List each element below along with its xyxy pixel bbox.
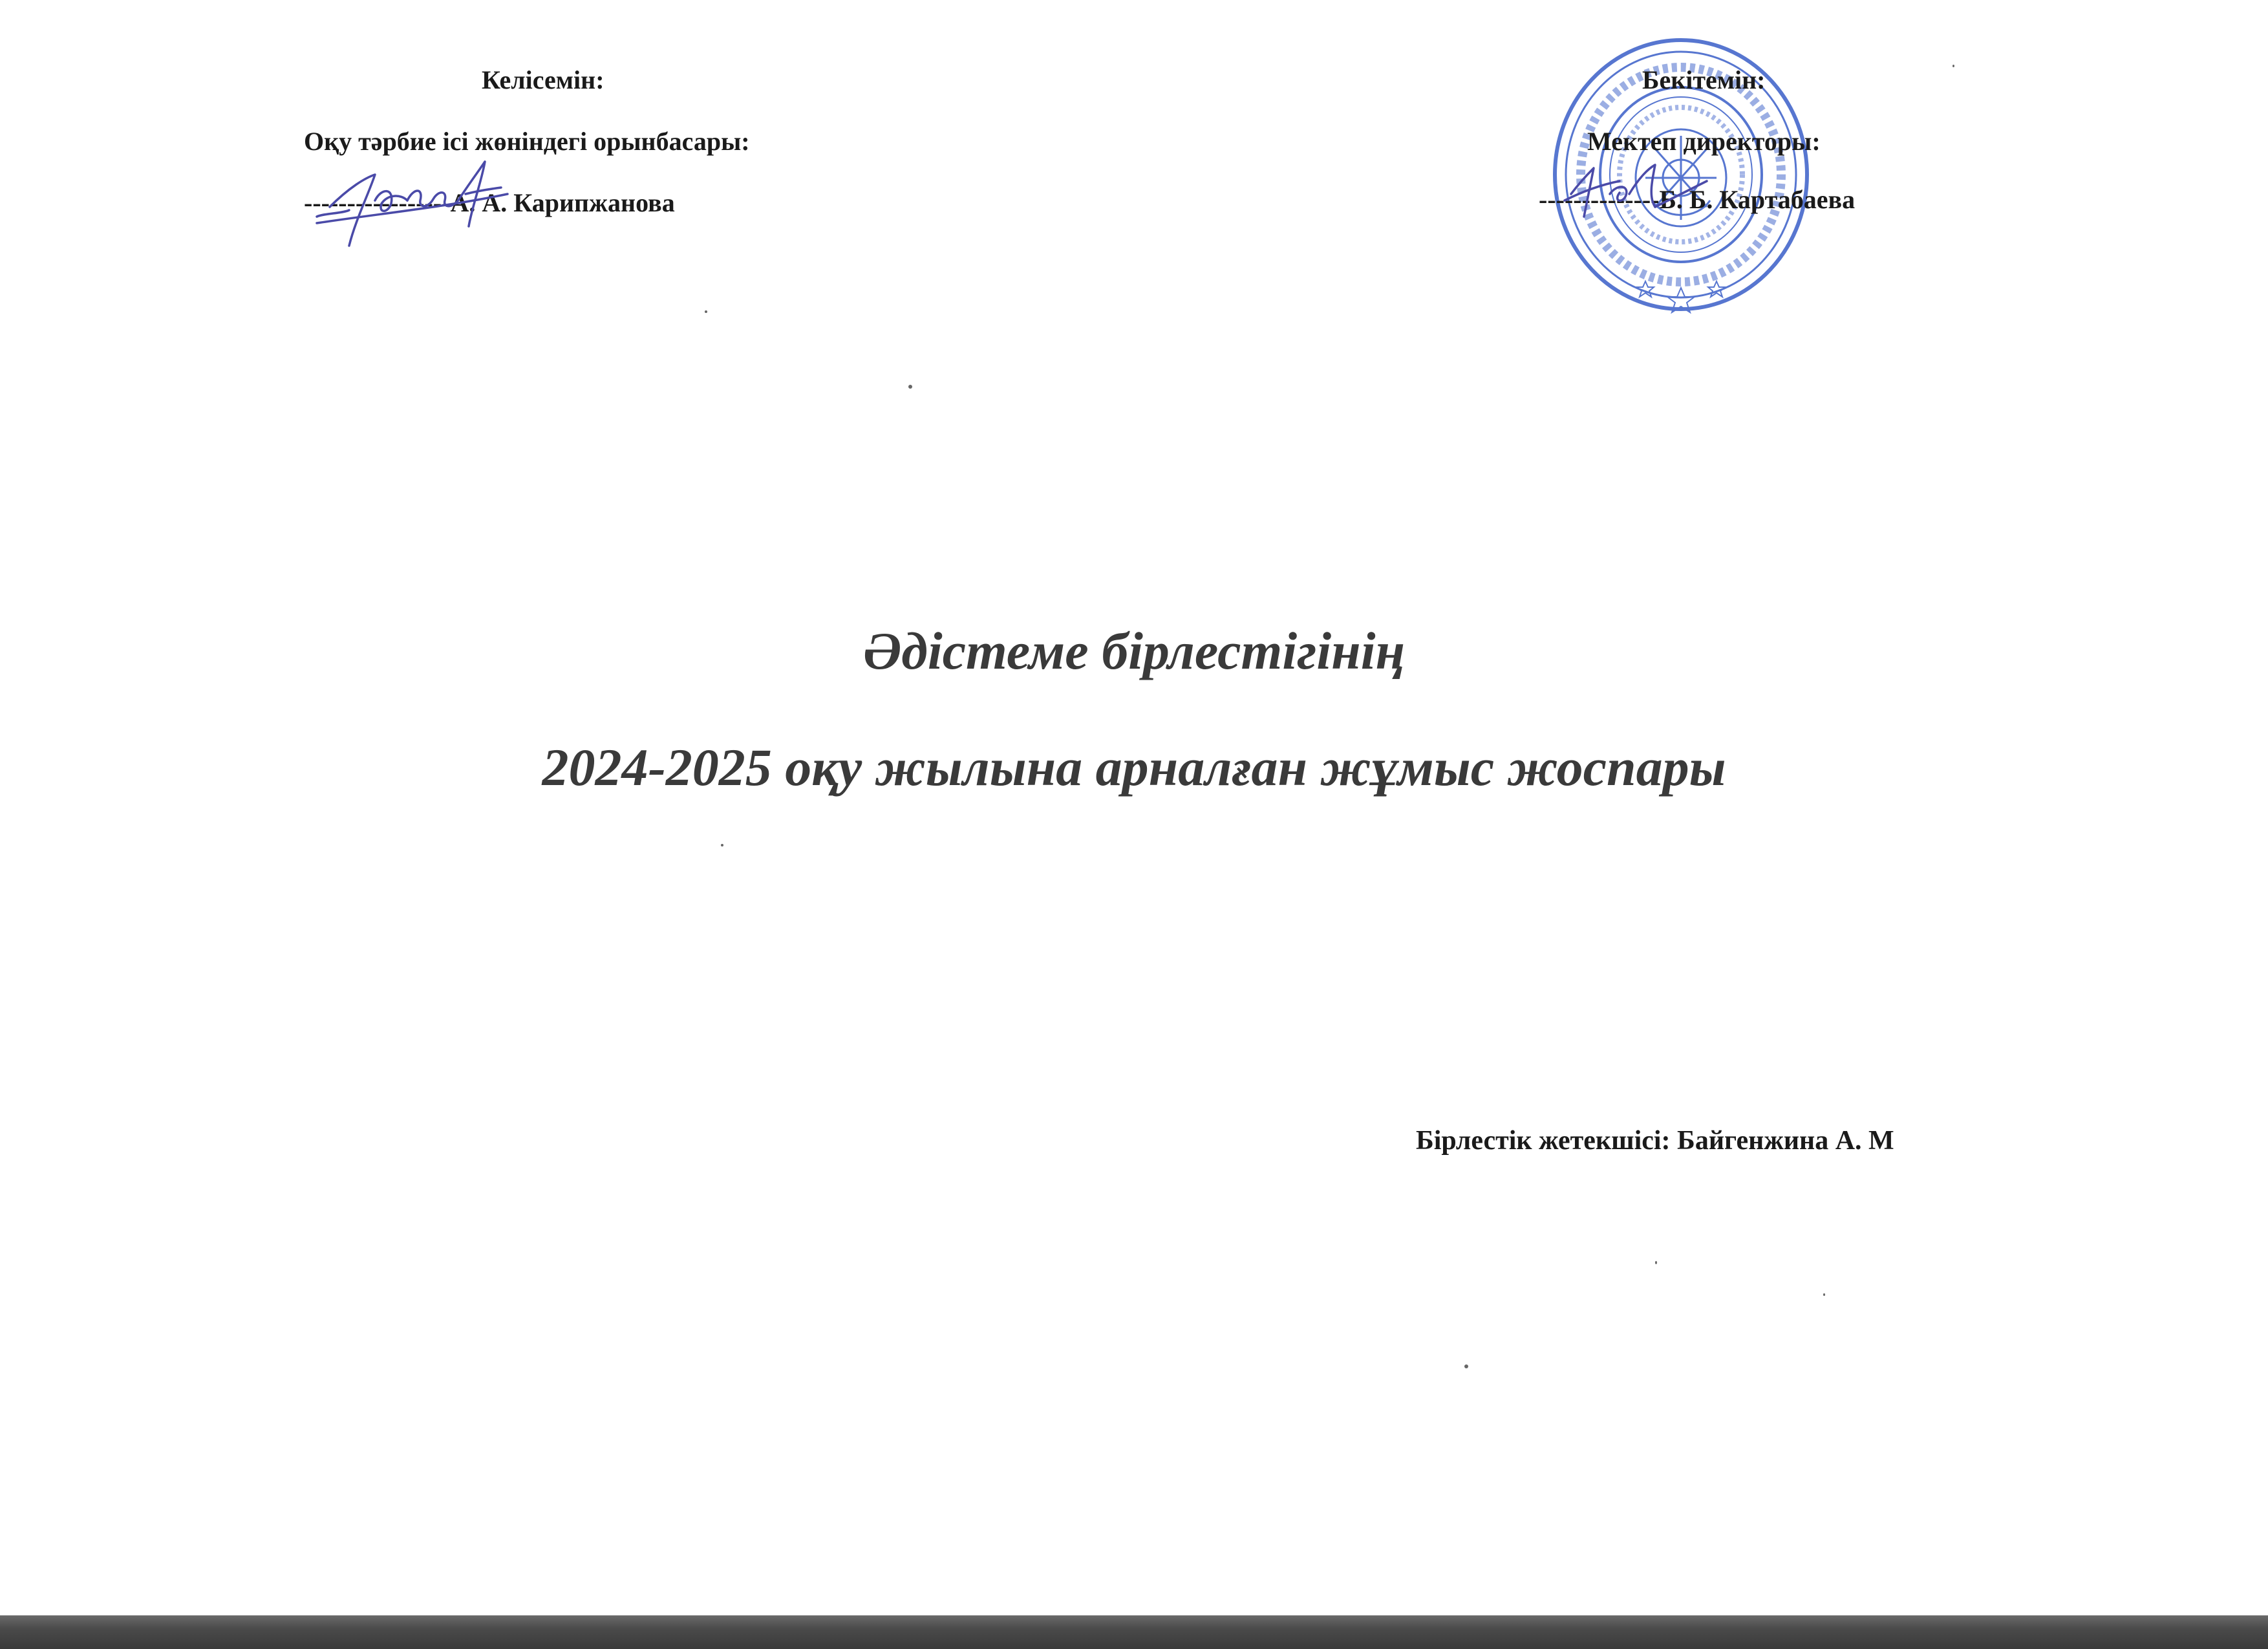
approval-left-heading: Келісемін:	[482, 65, 604, 94]
document-title-line-2: 2024-2025 оқу жылына арналған жұмыс жоспары	[542, 738, 1726, 797]
scan-speck	[1952, 65, 1954, 67]
approval-left-role: Оқу тәрбие ісі жөніндегі орынбасары:	[304, 127, 750, 156]
approval-right-heading: Бекітемін:	[1642, 65, 1766, 94]
scan-speck	[721, 844, 723, 846]
approval-left-signature-line: -----------------А. А. Карипжанова	[304, 188, 675, 217]
scan-speck	[1823, 1293, 1825, 1296]
document-title-line-1: Әдістеме бірлестігінің	[862, 621, 1406, 680]
scanner-edge-band	[0, 1615, 2268, 1649]
handwritten-signature-left	[304, 149, 511, 252]
association-leader: Бірлестік жетекшісі: Байгенжина А. М	[1416, 1126, 1894, 1156]
scan-speck	[908, 385, 912, 389]
scan-speck	[1655, 1261, 1657, 1264]
handwritten-signature-right	[1558, 155, 1713, 226]
scan-speck	[705, 310, 707, 313]
scan-speck	[1464, 1364, 1468, 1368]
approval-right-role: Мектеп директоры:	[1587, 127, 1821, 156]
approval-right-signature-line: --------------Б. Б. Картабаева	[1539, 185, 1856, 214]
